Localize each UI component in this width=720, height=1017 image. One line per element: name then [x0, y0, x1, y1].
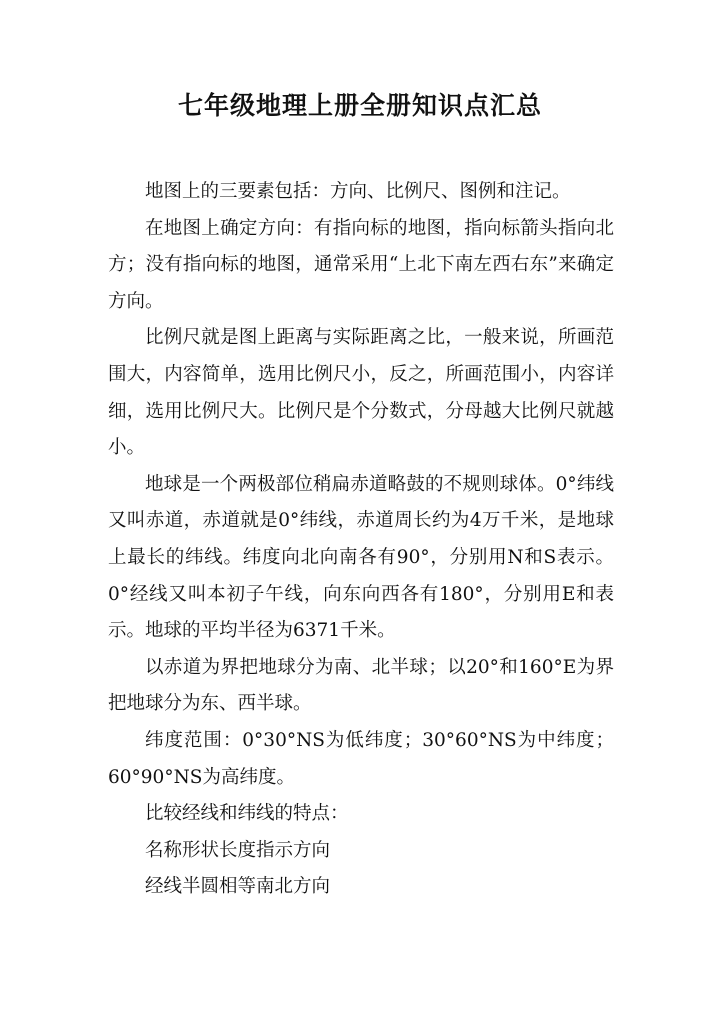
paragraph-table-row-meridian: 经线半圆相等南北方向: [145, 876, 331, 898]
paragraph-earth: 地球是一个两极部位稍扁赤道略鼓的不规则球体。0°纬线又叫赤道，赤道就是0°纬线，赤道周长约为4万千米，是地球上最长的纬线。纬度向北向南各有90°，分别用N和S表示。0°经线又叫本初子午线，向东向西各有180°，分别用E和表示。地球的平均半径为6371千米。: [108, 473, 614, 642]
paragraph-scale: 比例尺就是图上距离与实际距离之比，一般来说，所画范围大，内容简单，选用比例尺小，反之，所画范围小，内容详细，选用比例尺大。比例尺是个分数式，分母越大比例尺就越小。: [108, 327, 614, 459]
paragraph-map-elements: 地图上的三要素包括：方向、比例尺、图例和注记。: [145, 181, 571, 202]
paragraph-compare-lines: 比较经线和纬线的特点：: [145, 803, 349, 825]
document-body: [108, 174, 614, 906]
paragraph-table-header: 名称形状长度指示方向: [145, 839, 331, 861]
paragraph-map-direction: 在地图上确定方向：有指向标的地图，指向标箭头指向北方；没有指向标的地图，通常采用“上北下南左西右东”来确定方向。: [108, 217, 614, 312]
paragraph-latitude-range: 纬度范围：0°30°NS为低纬度；30°60°NS为中纬度；60°90°NS为高纬度。: [108, 729, 614, 788]
paragraph-hemispheres: 以赤道为界把地球分为南、北半球；以20°和160°E为界把地球分为东、西半球。: [108, 656, 614, 715]
document-title: 七年级地理上册全册知识点汇总: [177, 91, 542, 120]
